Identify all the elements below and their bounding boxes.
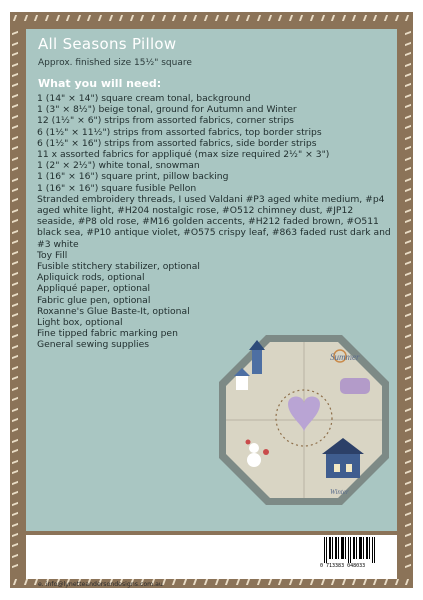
stitch-border-right	[404, 28, 412, 572]
list-item: 1 (16" × 16") square print, pillow backing	[37, 171, 229, 183]
email-line: e. info@lynetteandersondesigns.com.au	[38, 580, 163, 588]
list-item: 12 (1½" × 6") strips from assorted fabrics, corner strips	[37, 115, 294, 127]
list-item: 11 x assorted fabrics for appliqué (max size required 2½" × 3")	[37, 149, 330, 161]
list-item: Appliqué paper, optional	[37, 283, 151, 295]
winter-label: Winter	[330, 488, 349, 496]
materials-list	[31, 93, 391, 351]
list-item: Apliquick rods, optional	[37, 272, 145, 284]
pillow-photo	[218, 334, 390, 506]
summer-label: Summer	[330, 352, 360, 362]
stitch-border-left	[11, 28, 19, 572]
list-item: Light box, optional	[37, 317, 123, 329]
stitch-border-top	[10, 14, 413, 22]
pattern-title: All Seasons Pillow	[38, 35, 177, 53]
barcode	[322, 536, 380, 564]
birdhouse-left	[252, 348, 262, 374]
snowman-appliqué	[247, 453, 261, 467]
list-item: 1 (16" × 16") square fusible Pellon	[37, 182, 197, 194]
list-item: Stranded embroidery threads, I used Valdani #P3 aged white medium, #p4 aged white light, #H204 nostalgic rose, #O512 chimney dust, #JP12 seaside, #P8 old rose, #M16 golden accents, #H212 faded brown, #O511 black sea, #P10 antique violet, #O575 crispy leaf, #863 faded rust dark and #3 white	[37, 193, 391, 250]
list-item: 6 (1½" × 11½") strips from assorted fabrics, top border strips	[37, 126, 322, 138]
birdhouse-small	[236, 374, 248, 390]
sheep-appliqué	[340, 378, 370, 394]
list-item: 1 (2" × 2½") white tonal, snowman	[37, 160, 200, 172]
list-item: Toy Fill	[37, 249, 68, 261]
finished-size: Approx. finished size 15½" square	[38, 58, 192, 68]
barcode-number: 0 713383 048033	[320, 563, 366, 569]
list-item: General sewing supplies	[37, 339, 150, 351]
list-item: 1 (14" × 14") square cream tonal, background	[37, 93, 251, 104]
list-item: 6 (1½" × 16") strips from assorted fabrics, side border strips	[37, 137, 317, 149]
list-item: Fusible stitchery stabilizer, optional	[37, 261, 200, 273]
list-item: Fine tipped fabric marking pen	[37, 328, 178, 340]
list-item: 1 (3" × 8½") beige tonal, ground for Autumn and Winter	[37, 104, 297, 116]
list-item: Roxanne's Glue Baste-It, optional	[37, 305, 190, 317]
list-item: Fabric glue pen, optional	[37, 294, 151, 306]
house-appliqué	[326, 452, 360, 478]
materials-heading: What you will need:	[38, 77, 162, 90]
